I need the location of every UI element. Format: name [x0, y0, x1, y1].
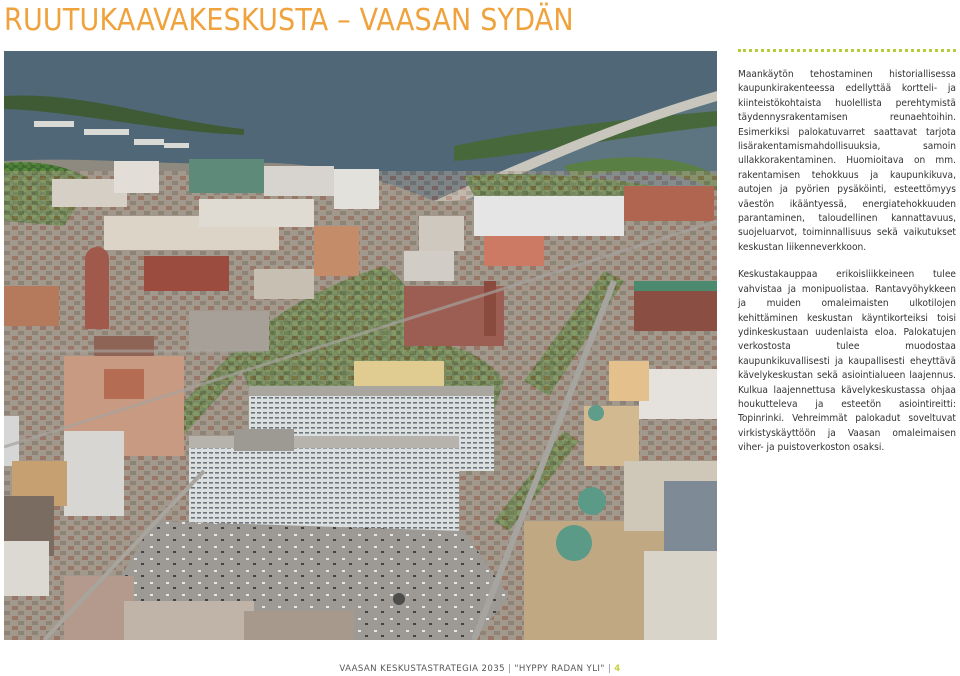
page-title: RUUTUKAAVAKESKUSTA – VAASAN SYDÄN	[4, 3, 574, 38]
footer-tagline: "HYPPY RADAN YLI"	[514, 664, 605, 674]
page-footer	[0, 664, 960, 674]
dotted-divider	[738, 49, 956, 52]
paragraph-2: Keskustakauppaa erikoisliikkeineen tulee vahvistaa ja monipuolistaa. Rantavyöhykkeen ja muiden omaleimaisten ulkotilojen kehittäminen keskustan käyntikorteiksi toisi ydinkeskustaan uudenlaista eloa. Palokatujen verkostosta tulee muodostaa kaupunkikuvallisesti ja kaupallisesti eheyttävä kävelykeskustan sekä asiointialueen laajennus. Kulkua laajennettusa kävelykeskustassa ohjaa houkutteleva ja esteetön asiointireitti: Topinrinki. Vehreimmät palokadut soveltuvat virkistyskäyttöön ja Vaasan omaleimaisen viher- ja puistoverkoston osaksi.	[738, 269, 956, 454]
page-number: 4	[614, 664, 621, 674]
footer-publication: VAASAN KESKUSTASTRATEGIA 2035	[339, 664, 505, 674]
footer-separator: |	[508, 664, 512, 674]
footer-separator-2: |	[607, 664, 612, 674]
aerial-city-photo	[4, 51, 717, 640]
paragraph-1: Maankäytön tehostaminen historiallisessa kaupunkirakenteessa edellyttää kortteli- ja kiinteistökohtaista huolellista perehtymistä täydennysrakentamisen reunaehtoihin. Esimerkiksi palokatuvarret saattavat tarjota lisärakentamismahdollisuuksia, samoin ullakkorakentaminen. Huomioitava on mm. rakentamisen tehokkuus ja kaupunkikuva, autojen ja pyörien pysäköinti, esteettömyys väestön ikääntyessä, energiatehokkuuden parantaminen, taloudellinen kannattavuus, suojeluarvot, toiminnallisuus sekä vaikutukset keskustan liikenneverkkoon.	[738, 69, 956, 253]
body-text-column	[738, 68, 956, 469]
